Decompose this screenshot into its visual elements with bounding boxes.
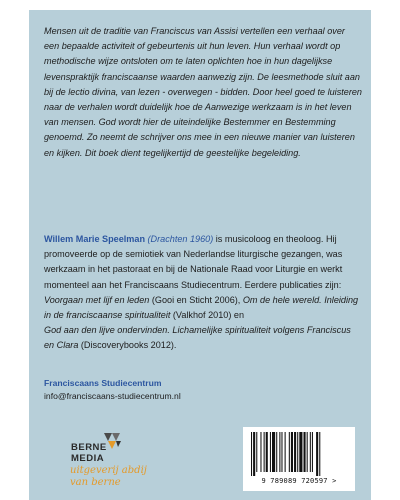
bio-intro: is musicoloog en theoloog. Hij promoveerde op de semiotiek van Nederlandse liturgische gezangen, was werkzaam in het pastoraat en bij de Nationale Raad voor Liturgie en werkt momenteel aan het Franciscaans Studiecentrum. Eerdere publicaties zijn:	[44, 234, 343, 290]
author-birth: (Drachten 1960)	[147, 234, 214, 244]
publication-title: Om de hele wereld. Inleiding in de franciscaanse spiritualiteit	[44, 294, 359, 321]
book-back-cover	[29, 10, 371, 500]
publication-title: God aan den lijve ondervinden. Lichamelijke spiritualiteit volgens Franciscus en Clara	[44, 325, 351, 351]
publisher-name-line2: MEDIA	[71, 453, 105, 464]
publication-info: (Valkhof 2010) en	[170, 310, 245, 321]
contact-block	[44, 377, 362, 403]
publication-info: (Discoverybooks 2012).	[78, 340, 177, 351]
author-name: Willem Marie Speelman	[44, 234, 145, 244]
isbn-barcode	[243, 427, 355, 491]
publication-title: Voorgaan met lijf en leden	[44, 294, 150, 305]
author-bio	[44, 232, 362, 354]
barcode-arrow: >	[332, 477, 337, 485]
barcode-bars	[249, 432, 349, 476]
publisher-logo	[37, 428, 187, 493]
contact-email: info@franciscaans-studiecentrum.nl	[44, 391, 181, 401]
barcode-digits	[243, 477, 355, 485]
blurb-text: Mensen uit de traditie van Franciscus van Assisi vertellen een verhaal over een bepaalde activiteit of gebeurtenis uit hun leven. Hun verhaal wordt op methodische wijze ontsloten om te laten oplichten hoe in hun dagelijkse levenspraktijk franciscaanse waarden aanwezig zijn. De leesmethode sluit aan bij de lectio divina, van lezen - overwegen - bidden. Door heel goed te luisteren naar de verhalen wordt duidelijk hoe de Aanwezige werkzaam is in het leven van mensen. God wordt hier de uiteindelijke Bestemmer en Bestemming genoemd. Zo neemt de schrijver ons mee in een nieuwe manier van luisteren en kijken. Dit boek dient tegelijkertijd de geestelijke begeleiding.	[44, 26, 362, 158]
publication-info: (Gooi en Sticht 2006),	[149, 294, 243, 305]
publisher-tagline-line1: uitgeverij abdij	[70, 465, 147, 476]
contact-organization: Franciscaans Studiecentrum	[44, 378, 162, 388]
publisher-name-line1: BERNE	[71, 442, 107, 453]
publisher-tagline-line2: van berne	[70, 477, 121, 488]
isbn-digits: 9 789089 720597	[261, 477, 328, 485]
